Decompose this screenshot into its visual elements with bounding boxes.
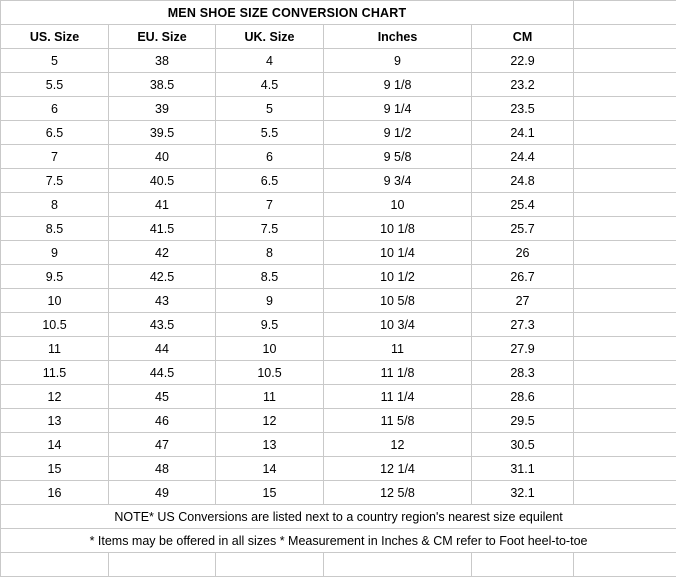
blank-cell <box>574 121 676 145</box>
column-header-cm: CM <box>472 25 574 49</box>
blank-cell <box>109 553 216 577</box>
cell-uk-size: 10.5 <box>216 361 324 385</box>
cell-inches: 9 1/2 <box>324 121 472 145</box>
table-row <box>1 217 676 241</box>
blank-cell <box>574 97 676 121</box>
blank-cell <box>574 217 676 241</box>
table-row <box>1 385 676 409</box>
cell-inches: 10 1/8 <box>324 217 472 241</box>
cell-inches: 9 <box>324 49 472 73</box>
cell-cm: 27.9 <box>472 337 574 361</box>
cell-uk-size: 4.5 <box>216 73 324 97</box>
table-row <box>1 169 676 193</box>
cell-cm: 22.9 <box>472 49 574 73</box>
cell-inches: 12 <box>324 433 472 457</box>
blank-cell <box>574 409 676 433</box>
cell-eu-size: 44 <box>109 337 216 361</box>
table-row <box>1 241 676 265</box>
blank-cell <box>472 553 574 577</box>
cell-inches: 10 1/2 <box>324 265 472 289</box>
cell-uk-size: 12 <box>216 409 324 433</box>
blank-cell <box>574 25 676 49</box>
blank-cell <box>574 169 676 193</box>
cell-us-size: 8.5 <box>1 217 109 241</box>
cell-cm: 23.2 <box>472 73 574 97</box>
cell-eu-size: 44.5 <box>109 361 216 385</box>
table-row <box>1 337 676 361</box>
table-row <box>1 289 676 313</box>
blank-cell <box>574 553 676 577</box>
table-row <box>1 265 676 289</box>
cell-us-size: 10.5 <box>1 313 109 337</box>
cell-us-size: 12 <box>1 385 109 409</box>
cell-us-size: 9 <box>1 241 109 265</box>
cell-inches: 11 5/8 <box>324 409 472 433</box>
cell-eu-size: 38 <box>109 49 216 73</box>
cell-us-size: 11 <box>1 337 109 361</box>
note-conversions: NOTE* US Conversions are listed next to a country region's nearest size equilent <box>1 505 676 529</box>
blank-cell <box>574 145 676 169</box>
cell-us-size: 10 <box>1 289 109 313</box>
cell-eu-size: 49 <box>109 481 216 505</box>
cell-cm: 25.4 <box>472 193 574 217</box>
blank-cell <box>574 337 676 361</box>
cell-eu-size: 39.5 <box>109 121 216 145</box>
cell-uk-size: 7 <box>216 193 324 217</box>
cell-eu-size: 38.5 <box>109 73 216 97</box>
cell-cm: 24.4 <box>472 145 574 169</box>
cell-inches: 12 1/4 <box>324 457 472 481</box>
cell-uk-size: 14 <box>216 457 324 481</box>
cell-uk-size: 6 <box>216 145 324 169</box>
cell-eu-size: 45 <box>109 385 216 409</box>
blank-cell <box>574 241 676 265</box>
cell-cm: 24.1 <box>472 121 574 145</box>
cell-eu-size: 46 <box>109 409 216 433</box>
blank-cell <box>574 481 676 505</box>
blank-cell <box>216 553 324 577</box>
table-row <box>1 313 676 337</box>
cell-us-size: 6.5 <box>1 121 109 145</box>
cell-uk-size: 4 <box>216 49 324 73</box>
cell-eu-size: 42.5 <box>109 265 216 289</box>
blank-cell <box>1 553 109 577</box>
cell-us-size: 9.5 <box>1 265 109 289</box>
column-header-inches: Inches <box>324 25 472 49</box>
cell-cm: 32.1 <box>472 481 574 505</box>
table-row <box>1 193 676 217</box>
blank-cell <box>324 553 472 577</box>
cell-eu-size: 43 <box>109 289 216 313</box>
note-measurement: * Items may be offered in all sizes * Measurement in Inches & CM refer to Foot heel-to-toe <box>1 529 676 553</box>
table-row <box>1 481 676 505</box>
cell-cm: 24.8 <box>472 169 574 193</box>
cell-inches: 10 5/8 <box>324 289 472 313</box>
cell-us-size: 6 <box>1 97 109 121</box>
table-row <box>1 145 676 169</box>
cell-us-size: 7 <box>1 145 109 169</box>
cell-uk-size: 13 <box>216 433 324 457</box>
cell-cm: 29.5 <box>472 409 574 433</box>
table-row <box>1 409 676 433</box>
blank-cell <box>574 433 676 457</box>
cell-us-size: 7.5 <box>1 169 109 193</box>
cell-inches: 10 <box>324 193 472 217</box>
cell-inches: 11 1/4 <box>324 385 472 409</box>
cell-cm: 27.3 <box>472 313 574 337</box>
title-row <box>1 1 676 25</box>
cell-inches: 12 5/8 <box>324 481 472 505</box>
cell-us-size: 13 <box>1 409 109 433</box>
table-body <box>1 1 676 577</box>
cell-cm: 30.5 <box>472 433 574 457</box>
cell-eu-size: 43.5 <box>109 313 216 337</box>
cell-cm: 26 <box>472 241 574 265</box>
blank-cell <box>574 361 676 385</box>
note-row <box>1 505 676 529</box>
table-row <box>1 457 676 481</box>
cell-us-size: 5 <box>1 49 109 73</box>
cell-uk-size: 15 <box>216 481 324 505</box>
cell-uk-size: 9.5 <box>216 313 324 337</box>
cell-us-size: 5.5 <box>1 73 109 97</box>
blank-cell <box>574 385 676 409</box>
blank-cell <box>574 73 676 97</box>
cell-inches: 11 1/8 <box>324 361 472 385</box>
cell-eu-size: 48 <box>109 457 216 481</box>
cell-inches: 11 <box>324 337 472 361</box>
blank-cell <box>574 49 676 73</box>
cell-cm: 27 <box>472 289 574 313</box>
cell-inches: 9 5/8 <box>324 145 472 169</box>
cell-eu-size: 40 <box>109 145 216 169</box>
cell-us-size: 11.5 <box>1 361 109 385</box>
blank-cell <box>574 1 676 25</box>
empty-row <box>1 553 676 577</box>
blank-cell <box>574 313 676 337</box>
cell-uk-size: 11 <box>216 385 324 409</box>
cell-cm: 28.6 <box>472 385 574 409</box>
cell-cm: 25.7 <box>472 217 574 241</box>
cell-uk-size: 5.5 <box>216 121 324 145</box>
cell-cm: 26.7 <box>472 265 574 289</box>
table-row <box>1 49 676 73</box>
cell-uk-size: 9 <box>216 289 324 313</box>
cell-inches: 9 1/8 <box>324 73 472 97</box>
cell-us-size: 8 <box>1 193 109 217</box>
table-row <box>1 73 676 97</box>
cell-us-size: 16 <box>1 481 109 505</box>
blank-cell <box>574 289 676 313</box>
column-header-eu-size: EU. Size <box>109 25 216 49</box>
cell-us-size: 15 <box>1 457 109 481</box>
column-header-us-size: US. Size <box>1 25 109 49</box>
cell-eu-size: 47 <box>109 433 216 457</box>
table-row <box>1 361 676 385</box>
cell-inches: 9 3/4 <box>324 169 472 193</box>
blank-cell <box>574 265 676 289</box>
note-row <box>1 529 676 553</box>
table-row <box>1 433 676 457</box>
table-row <box>1 97 676 121</box>
cell-cm: 28.3 <box>472 361 574 385</box>
cell-eu-size: 39 <box>109 97 216 121</box>
cell-uk-size: 8.5 <box>216 265 324 289</box>
cell-eu-size: 41.5 <box>109 217 216 241</box>
header-row <box>1 25 676 49</box>
blank-cell <box>574 457 676 481</box>
cell-uk-size: 10 <box>216 337 324 361</box>
cell-uk-size: 6.5 <box>216 169 324 193</box>
cell-inches: 10 1/4 <box>324 241 472 265</box>
cell-uk-size: 7.5 <box>216 217 324 241</box>
cell-eu-size: 40.5 <box>109 169 216 193</box>
blank-cell <box>574 193 676 217</box>
column-header-uk-size: UK. Size <box>216 25 324 49</box>
cell-uk-size: 5 <box>216 97 324 121</box>
cell-cm: 23.5 <box>472 97 574 121</box>
cell-uk-size: 8 <box>216 241 324 265</box>
table-row <box>1 121 676 145</box>
cell-us-size: 14 <box>1 433 109 457</box>
cell-eu-size: 42 <box>109 241 216 265</box>
cell-inches: 10 3/4 <box>324 313 472 337</box>
cell-cm: 31.1 <box>472 457 574 481</box>
cell-inches: 9 1/4 <box>324 97 472 121</box>
chart-title: MEN SHOE SIZE CONVERSION CHART <box>1 1 574 25</box>
cell-eu-size: 41 <box>109 193 216 217</box>
